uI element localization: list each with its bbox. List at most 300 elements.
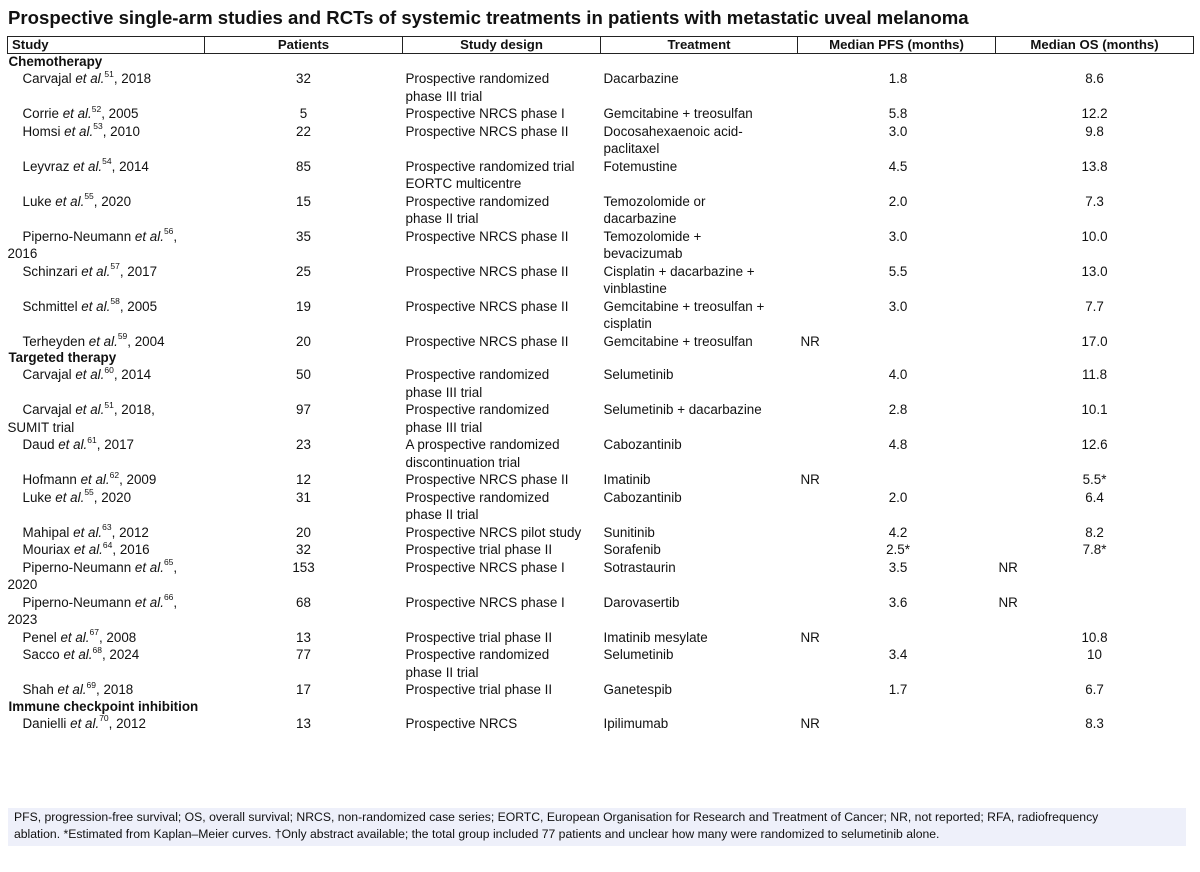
study-author: Carvajal xyxy=(22,402,72,417)
study-design-line: Prospective randomized trial xyxy=(405,158,575,174)
study-cell xyxy=(8,123,205,158)
median-os-cell: 8.2 xyxy=(1085,524,1104,540)
study-reference: 66 xyxy=(163,592,174,603)
patients-cell: 32 xyxy=(296,71,311,86)
treatment-cell xyxy=(601,123,798,158)
table-row xyxy=(8,594,1194,629)
treatment-line: Gemcitabine + treosulfan + xyxy=(603,298,765,314)
median-pfs-cell: 4.0 xyxy=(888,367,908,382)
treatment-cell xyxy=(601,541,798,559)
treatment-line: Gemcitabine + treosulfan xyxy=(603,106,753,121)
study-author: Schmittel xyxy=(22,298,78,314)
median-pfs-cell: 2.0 xyxy=(888,193,908,209)
study-design-line: Prospective NRCS phase II xyxy=(405,472,569,487)
study-cell xyxy=(8,158,205,193)
study-author: Corrie xyxy=(22,106,59,121)
study-design-cell xyxy=(403,436,601,471)
median-pfs-cell: 5.8 xyxy=(888,106,908,121)
study-design-cell xyxy=(403,524,601,542)
median-os-cell: 8.6 xyxy=(1085,71,1104,86)
study-design-line: phase II trial xyxy=(405,211,479,226)
treatment-line: Gemcitabine + treosulfan xyxy=(603,333,753,349)
table-row xyxy=(8,333,1194,351)
treatment-cell xyxy=(601,366,798,401)
column-header-median-pfs: Median PFS (months) xyxy=(798,37,996,54)
study-et-al: et al. xyxy=(71,367,105,382)
treatment-line: Sorafenib xyxy=(603,542,661,557)
study-design-cell xyxy=(403,401,601,436)
study-design-cell xyxy=(403,333,601,351)
treatment-line: bevacizumab xyxy=(603,246,683,261)
study-et-al: et al. xyxy=(54,437,88,452)
study-et-al: et al. xyxy=(66,715,100,731)
treatment-line: vinblastine xyxy=(603,281,667,296)
patients-cell: 20 xyxy=(296,524,311,540)
median-os-cell: 8.3 xyxy=(1085,715,1104,731)
study-design-line: Prospective randomized xyxy=(405,193,550,209)
study-cell xyxy=(8,489,205,524)
study-design-line: Prospective NRCS pilot study xyxy=(405,524,582,540)
table-body xyxy=(8,54,1194,733)
patients-cell: 50 xyxy=(296,367,311,382)
study-reference: 56 xyxy=(163,226,174,237)
study-reference: 65 xyxy=(163,557,174,568)
table-row xyxy=(8,715,1194,733)
table-row xyxy=(8,524,1194,542)
study-design-cell xyxy=(403,263,601,298)
patients-cell: 15 xyxy=(296,193,311,209)
study-author: Piperno-Neumann xyxy=(22,228,132,244)
treatment-cell xyxy=(601,158,798,193)
patients-cell: 5 xyxy=(299,106,308,121)
study-author: Mouriax xyxy=(22,542,71,557)
study-design-line: EORTC multicentre xyxy=(405,176,522,191)
treatment-cell xyxy=(601,524,798,542)
study-reference: 58 xyxy=(110,296,120,307)
treatment-line: Cabozantinib xyxy=(603,437,682,452)
patients-cell: 22 xyxy=(296,123,311,139)
study-design-line: Prospective NRCS phase I xyxy=(405,559,565,575)
study-et-al: et al. xyxy=(77,298,111,314)
study-et-al: et al. xyxy=(59,647,93,662)
median-pfs-cell: 3.0 xyxy=(888,228,908,244)
study-design-cell xyxy=(403,471,601,489)
study-design-line: A prospective randomized xyxy=(405,437,560,452)
study-design-cell xyxy=(403,158,601,193)
patients-cell: 17 xyxy=(296,682,311,697)
study-reference: 69 xyxy=(86,679,97,690)
study-year: , xyxy=(173,559,178,575)
treatment-cell xyxy=(601,629,798,647)
median-pfs-cell: 3.0 xyxy=(888,298,908,314)
study-et-al: et al. xyxy=(71,71,105,86)
study-author: Schinzari xyxy=(22,263,78,279)
study-design-cell xyxy=(403,105,601,123)
section-heading: Immune checkpoint inhibition xyxy=(8,698,199,714)
study-author: Daud xyxy=(22,437,55,452)
study-year-continued: 2016 xyxy=(7,246,38,261)
study-year: , 2008 xyxy=(98,629,137,645)
patients-cell: 20 xyxy=(296,333,311,349)
treatment-cell xyxy=(601,471,798,489)
study-et-al: et al. xyxy=(60,123,94,139)
treatment-cell xyxy=(601,681,798,699)
study-design-cell xyxy=(403,298,601,333)
study-author: Luke xyxy=(22,489,52,505)
study-cell xyxy=(8,263,205,298)
study-design-cell xyxy=(403,489,601,524)
study-year: , 2009 xyxy=(119,472,157,487)
study-et-al: et al. xyxy=(131,228,164,244)
study-cell xyxy=(8,681,205,699)
median-pfs-cell: 3.4 xyxy=(888,647,908,662)
study-author: Mahipal xyxy=(22,524,70,540)
study-reference: 62 xyxy=(109,469,120,480)
column-header-patients: Patients xyxy=(205,37,403,54)
study-design-line: phase II trial xyxy=(405,664,479,680)
median-pfs-cell: 4.8 xyxy=(888,437,908,452)
treatment-line: Temozolomide + xyxy=(603,228,702,244)
study-et-al: et al. xyxy=(69,524,103,540)
study-design-cell xyxy=(403,366,601,401)
section-row xyxy=(8,350,1194,366)
treatment-line: Docosahexaenoic acid- xyxy=(603,123,743,139)
treatment-cell xyxy=(601,298,798,333)
study-design-line: Prospective NRCS xyxy=(405,715,518,731)
treatment-line: Imatinib xyxy=(603,472,651,487)
study-design-cell xyxy=(403,629,601,647)
table-row xyxy=(8,105,1194,123)
treatment-line: Ganetespib xyxy=(603,682,672,697)
study-year: , 2016 xyxy=(112,542,150,557)
study-reference: 51 xyxy=(104,399,114,410)
study-et-al: et al. xyxy=(131,559,164,575)
treatment-line: Selumetinib xyxy=(603,367,674,382)
study-year: , 2005 xyxy=(101,106,139,121)
study-cell xyxy=(8,298,205,333)
study-year: , 2017 xyxy=(96,437,134,452)
study-et-al: et al. xyxy=(77,263,111,279)
study-reference: 53 xyxy=(93,121,103,132)
patients-cell: 35 xyxy=(296,228,311,244)
median-pfs-cell: 5.5 xyxy=(888,263,908,279)
study-cell xyxy=(8,70,205,105)
median-pfs-cell: 2.8 xyxy=(888,402,908,417)
median-pfs-cell: 1.7 xyxy=(888,682,908,697)
patients-cell: 32 xyxy=(296,542,311,557)
study-cell xyxy=(8,541,205,559)
median-pfs-cell: NR xyxy=(800,472,820,487)
treatment-cell xyxy=(601,715,798,733)
median-os-cell: 10.1 xyxy=(1081,402,1108,417)
treatment-line: Sotrastaurin xyxy=(603,559,676,575)
study-cell xyxy=(8,366,205,401)
median-pfs-cell: 4.5 xyxy=(888,158,908,174)
study-design-line: phase III trial xyxy=(405,419,483,435)
patients-cell: 13 xyxy=(296,715,311,731)
treatment-line: Fotemustine xyxy=(603,158,678,174)
study-design-cell xyxy=(403,228,601,263)
median-os-cell: 10 xyxy=(1087,647,1102,662)
study-reference: 55 xyxy=(84,191,94,202)
treatment-cell xyxy=(601,228,798,263)
median-os-cell: 7.8* xyxy=(1082,542,1107,557)
study-design-line: phase II trial xyxy=(405,507,479,522)
table-row xyxy=(8,123,1194,158)
study-reference: 57 xyxy=(110,261,120,272)
study-author: Homsi xyxy=(22,123,61,139)
table-row xyxy=(8,228,1194,263)
study-year: , 2017 xyxy=(119,263,158,279)
table-row xyxy=(8,541,1194,559)
study-et-al: et al. xyxy=(58,106,92,121)
median-pfs-cell: 1.8 xyxy=(888,71,908,86)
study-year: , 2024 xyxy=(101,647,140,662)
study-reference: 63 xyxy=(102,522,112,533)
study-design-cell xyxy=(403,193,601,228)
study-author: Danielli xyxy=(22,715,67,731)
footnote-line: PFS, progression-free survival; OS, overall survival; NRCS, non-randomized case series; EORTC, European Organisation for Research and Treatment of Cancer; NR, not reported; RFA, radiofrequency xyxy=(14,810,1099,824)
study-author: Piperno-Neumann xyxy=(22,594,132,610)
median-pfs-cell: 3.0 xyxy=(888,123,908,139)
treatment-cell xyxy=(601,559,798,594)
median-os-cell: 6.7 xyxy=(1085,682,1104,697)
median-pfs-cell: NR xyxy=(800,715,820,731)
study-reference: 68 xyxy=(92,644,102,655)
study-year: , 2018 xyxy=(113,71,152,86)
study-year: , 2014 xyxy=(113,367,152,382)
column-header-treatment: Treatment xyxy=(601,37,798,54)
study-design-line: Prospective NRCS phase II xyxy=(405,228,569,244)
patients-cell: 19 xyxy=(296,298,311,314)
section-row xyxy=(8,699,1194,715)
study-cell xyxy=(8,401,205,436)
study-design-cell xyxy=(403,559,601,594)
study-design-line: Prospective randomized xyxy=(405,489,550,505)
treatment-line: Ipilimumab xyxy=(603,715,669,731)
median-pfs-cell: 2.0 xyxy=(888,489,908,505)
treatment-cell xyxy=(601,436,798,471)
study-design-line: Prospective NRCS phase II xyxy=(405,123,569,139)
study-design-cell xyxy=(403,123,601,158)
study-year: , 2012 xyxy=(108,715,146,731)
study-year: , 2018, xyxy=(113,402,155,417)
treatment-cell xyxy=(601,646,798,681)
study-design-line: Prospective trial phase II xyxy=(405,629,553,645)
study-et-al: et al. xyxy=(56,629,90,645)
patients-cell: 97 xyxy=(296,402,311,417)
study-author: Hofmann xyxy=(22,472,77,487)
study-year: , 2020 xyxy=(93,193,132,209)
treatment-line: Cabozantinib xyxy=(603,489,682,505)
median-pfs-cell: 3.5 xyxy=(888,559,908,575)
study-cell xyxy=(8,715,205,733)
study-design-line: Prospective randomized xyxy=(405,647,550,662)
study-year: , 2012 xyxy=(111,524,149,540)
table-header-row xyxy=(8,37,1194,54)
table-row xyxy=(8,263,1194,298)
study-design-line: Prospective trial phase II xyxy=(405,542,553,557)
treatment-line: paclitaxel xyxy=(603,141,660,156)
study-design-line: phase III trial xyxy=(405,88,483,104)
table-row xyxy=(8,193,1194,228)
study-reference: 70 xyxy=(99,713,109,724)
study-author: Terheyden xyxy=(22,333,86,349)
treatment-cell xyxy=(601,489,798,524)
study-et-al: et al. xyxy=(70,542,103,557)
study-design-line: Prospective randomized xyxy=(405,367,550,382)
study-cell xyxy=(8,594,205,629)
treatment-cell xyxy=(601,193,798,228)
study-reference: 59 xyxy=(117,331,128,342)
study-cell xyxy=(8,436,205,471)
study-et-al: et al. xyxy=(53,682,87,697)
study-author: Leyvraz xyxy=(22,158,70,174)
table-title: Prospective single-arm studies and RCTs of systemic treatments in patients with metastatic uveal melanoma xyxy=(8,7,969,28)
treatment-line: dacarbazine xyxy=(603,211,677,226)
study-design-line: Prospective NRCS phase II xyxy=(405,263,569,279)
treatment-cell xyxy=(601,594,798,629)
treatment-line: Dacarbazine xyxy=(603,71,679,86)
study-reference: 61 xyxy=(87,434,97,445)
study-et-al: et al. xyxy=(76,472,110,487)
table-row xyxy=(8,436,1194,471)
median-os-cell: 9.8 xyxy=(1085,123,1104,139)
patients-cell: 85 xyxy=(296,158,311,174)
study-year: , xyxy=(173,594,178,610)
study-et-al: et al. xyxy=(131,594,164,610)
studies-table xyxy=(7,36,1194,732)
study-et-al: et al. xyxy=(71,402,105,417)
treatment-line: Darovasertib xyxy=(603,594,680,610)
study-et-al: et al. xyxy=(85,333,118,349)
median-os-cell: 5.5* xyxy=(1082,472,1107,487)
median-pfs-cell: 3.6 xyxy=(888,594,908,610)
study-design-line: Prospective NRCS phase I xyxy=(405,106,565,121)
column-header-study-design: Study design xyxy=(403,37,601,54)
patients-cell: 25 xyxy=(296,263,311,279)
treatment-line: Cisplatin + dacarbazine + xyxy=(603,263,755,279)
study-year: , 2005 xyxy=(119,298,158,314)
treatment-line: Selumetinib + dacarbazine xyxy=(603,402,762,417)
patients-cell: 153 xyxy=(292,559,315,575)
median-os-cell: 10.8 xyxy=(1081,629,1108,645)
study-design-cell xyxy=(403,541,601,559)
study-author: Sacco xyxy=(22,647,60,662)
study-reference: 64 xyxy=(102,539,113,550)
study-year: , xyxy=(173,228,178,244)
patients-cell: 31 xyxy=(296,489,311,505)
table-row xyxy=(8,646,1194,681)
study-reference: 67 xyxy=(89,627,99,638)
study-design-line: discontinuation trial xyxy=(405,454,521,470)
table-row xyxy=(8,559,1194,594)
treatment-cell xyxy=(601,263,798,298)
study-author: Piperno-Neumann xyxy=(22,559,132,575)
patients-cell: 12 xyxy=(296,472,311,487)
median-pfs-cell: NR xyxy=(800,333,820,349)
median-pfs-cell: 4.2 xyxy=(888,524,908,540)
patients-cell: 77 xyxy=(296,647,311,662)
table-row xyxy=(8,401,1194,436)
study-author: Shah xyxy=(22,682,54,697)
study-year: , 2010 xyxy=(102,123,140,139)
median-os-cell: 13.0 xyxy=(1081,263,1108,279)
section-heading: Targeted therapy xyxy=(8,350,117,365)
table-row xyxy=(8,158,1194,193)
study-design-cell xyxy=(403,715,601,733)
study-design-cell xyxy=(403,681,601,699)
treatment-cell xyxy=(601,105,798,123)
table-row xyxy=(8,681,1194,699)
footnote xyxy=(8,808,1186,846)
study-author: Penel xyxy=(22,629,57,645)
study-cell xyxy=(8,524,205,542)
treatment-cell xyxy=(601,333,798,351)
study-reference: 51 xyxy=(104,68,114,79)
table-row xyxy=(8,471,1194,489)
patients-cell: 68 xyxy=(296,594,311,610)
study-design-line: Prospective NRCS phase I xyxy=(405,594,565,610)
study-cell xyxy=(8,559,205,594)
study-cell xyxy=(8,629,205,647)
study-et-al: et al. xyxy=(69,158,103,174)
study-reference: 60 xyxy=(104,364,114,375)
study-cell xyxy=(8,646,205,681)
median-os-cell: 11.8 xyxy=(1081,367,1108,382)
study-year-continued: SUMIT trial xyxy=(7,419,75,435)
study-design-line: Prospective randomized xyxy=(405,71,550,86)
study-design-line: Prospective trial phase II xyxy=(405,682,553,697)
median-os-cell: NR xyxy=(998,594,1018,610)
table-row xyxy=(8,489,1194,524)
median-os-cell: 12.6 xyxy=(1081,437,1108,452)
median-os-cell: 6.4 xyxy=(1085,489,1104,505)
study-design-line: Prospective NRCS phase II xyxy=(405,333,569,349)
table-row xyxy=(8,366,1194,401)
study-cell xyxy=(8,228,205,263)
footnote-line: ablation. *Estimated from Kaplan–Meier curves. †Only abstract available; the total group included 77 patients and unclear how many were randomized to selumetinib alone. xyxy=(14,827,940,841)
study-design-line: Prospective randomized xyxy=(405,402,550,417)
study-year: , 2004 xyxy=(127,333,165,349)
study-year: , 2018 xyxy=(96,682,134,697)
section-row xyxy=(8,54,1194,71)
study-design-cell xyxy=(403,594,601,629)
treatment-line: Sunitinib xyxy=(603,524,655,540)
median-pfs-cell: 2.5* xyxy=(886,542,910,557)
study-year-continued: 2020 xyxy=(7,577,38,592)
study-et-al: et al. xyxy=(51,489,85,505)
treatment-line: cisplatin xyxy=(603,316,652,331)
table-row xyxy=(8,298,1194,333)
study-reference: 55 xyxy=(84,487,94,498)
study-author: Carvajal xyxy=(22,71,72,86)
table-row xyxy=(8,70,1194,105)
column-header-median-os: Median OS (months) xyxy=(996,37,1194,54)
study-design-cell xyxy=(403,70,601,105)
median-os-cell: 7.7 xyxy=(1085,298,1104,314)
study-cell xyxy=(8,193,205,228)
table-row xyxy=(8,629,1194,647)
median-os-cell: 10.0 xyxy=(1081,228,1108,244)
study-cell xyxy=(8,471,205,489)
study-year: , 2020 xyxy=(93,489,132,505)
patients-cell: 13 xyxy=(296,629,311,645)
patients-cell: 23 xyxy=(296,437,311,452)
section-heading: Chemotherapy xyxy=(8,54,103,69)
treatment-cell xyxy=(601,70,798,105)
median-os-cell: 17.0 xyxy=(1081,333,1108,349)
